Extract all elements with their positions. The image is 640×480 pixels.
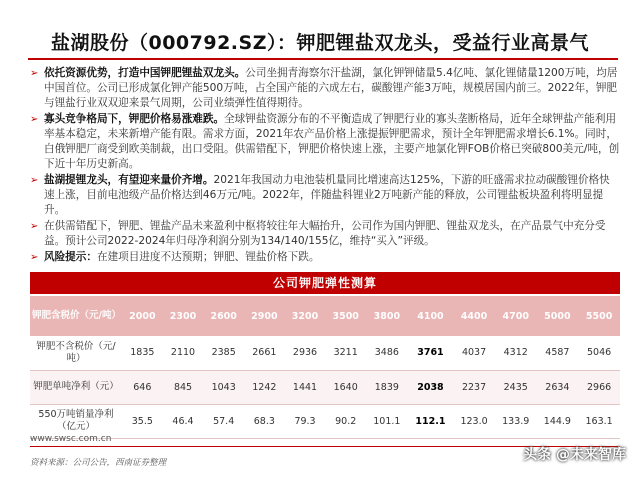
table-cell: 1640 <box>325 370 366 404</box>
table-cell: 46.4 <box>163 404 204 438</box>
table-cell: 3211 <box>325 336 366 370</box>
table-cell: 646 <box>122 370 163 404</box>
potash-elasticity-table <box>30 296 620 439</box>
row-label: 550万吨销量净利（亿元） <box>30 404 122 438</box>
table-cell: 2634 <box>537 370 579 404</box>
watermark <box>523 444 626 464</box>
table-cell: 4312 <box>495 336 537 370</box>
table-cell: 3761 <box>408 336 454 370</box>
header-cell: 4100 <box>408 296 454 336</box>
table-row <box>30 370 620 404</box>
row-label: 钾肥不含税价（元/吨） <box>30 336 122 370</box>
table-cell: 1043 <box>203 370 244 404</box>
bullet-text: 公司坐拥青海察尔汗盐湖，氯化钾钾储量5.4亿吨、氯化锂储量1200万吨，均居中国首位。公司已形成氯化钾产能500万吨，占全国产能的六成左右，碳酸锂产能3万吨，规模居国内前三。2022年，钾肥与锂盐行业双双迎来景气周期，公司业绩弹性值得期待。 <box>44 67 618 109</box>
bullet-item <box>30 66 620 111</box>
table-cell: 79.3 <box>285 404 326 438</box>
bullet-item <box>30 250 620 265</box>
table-title: 公司钾肥弹性测算 <box>30 272 620 294</box>
table-row <box>30 336 620 370</box>
header-row-label: 钾肥含税价（元/吨） <box>30 296 122 336</box>
table-cell: 2110 <box>163 336 204 370</box>
bullet-text: 在建项目进度不达预期；钾肥、锂盐价格下跌。 <box>96 251 320 263</box>
header-cell: 3500 <box>325 296 366 336</box>
table-cell: 2936 <box>285 336 326 370</box>
website-url: www.swsc.com.cn <box>30 434 112 444</box>
bullet-item <box>30 219 620 249</box>
row-label: 钾肥单吨净利（元） <box>30 370 122 404</box>
bullet-text: 全球钾盐资源分布的不平衡造成了钾肥行业的寡头垄断格局，近年全球钾盐产能利用率基本稳定，未来新增产能有限。需求方面，2021年农产品价格上涨提振钾肥需求，预计全年钾肥需求增长6.1%。同时，白俄钾肥厂商受到欧美制裁，出口受阻。供需错配下，钾肥价格快速上涨，主要产地氯化钾FOB价格已突破800美元/吨，创下近十年历史新高。 <box>44 113 620 170</box>
table-cell: 2385 <box>203 336 244 370</box>
table-cell: 90.2 <box>325 404 366 438</box>
table-cell: 57.4 <box>203 404 244 438</box>
bullet-text: 在供需错配下，钾肥、锂盐产品未来盈利中枢将较往年大幅抬升，公司作为国内钾肥、锂盐双龙头，在产品景气中充分受益。预计公司2022-2024年归母净利润分别为134/140/155亿，维持“买入”评级。 <box>44 220 606 247</box>
table-cell: 68.3 <box>244 404 285 438</box>
table-cell: 123.0 <box>453 404 495 438</box>
bullet-lead: 依托资源优势，打造中国钾肥锂盐双龙头。 <box>44 67 246 79</box>
table-cell: 2435 <box>495 370 537 404</box>
arrow-bullet-icon: ➢ <box>30 114 39 125</box>
table-cell: 2661 <box>244 336 285 370</box>
table-cell: 1835 <box>122 336 163 370</box>
watermark-text: 头条 @未来智库 <box>523 447 626 463</box>
table-cell: 1242 <box>244 370 285 404</box>
table-cell: 2038 <box>408 370 454 404</box>
table-cell: 4037 <box>453 336 495 370</box>
table-cell: 3486 <box>366 336 408 370</box>
table-cell: 1839 <box>366 370 408 404</box>
arrow-bullet-icon: ➢ <box>30 175 39 186</box>
table-cell: 35.5 <box>122 404 163 438</box>
table-cell: 5046 <box>578 336 620 370</box>
bullet-lead: 寡头竞争格局下，钾肥价格易涨难跌。 <box>44 113 225 125</box>
table-cell: 845 <box>163 370 204 404</box>
source-note: 资料来源：公司公告，西南证券整理 <box>30 458 167 468</box>
header-cell: 4700 <box>495 296 537 336</box>
arrow-bullet-icon: ➢ <box>30 221 39 232</box>
table-cell: 4587 <box>537 336 579 370</box>
header-cell: 2900 <box>244 296 285 336</box>
header-cell: 3200 <box>285 296 326 336</box>
table-row <box>30 404 620 438</box>
title-divider <box>28 58 618 60</box>
header-cell: 4400 <box>453 296 495 336</box>
table-cell: 101.1 <box>366 404 408 438</box>
header-cell: 2000 <box>122 296 163 336</box>
header-cell: 5000 <box>537 296 579 336</box>
table-cell: 133.9 <box>495 404 537 438</box>
header-cell: 2300 <box>163 296 204 336</box>
arrow-bullet-icon: ➢ <box>30 252 39 263</box>
table-cell: 144.9 <box>537 404 579 438</box>
page-title: 盐湖股份（000792.SZ）：钾肥锂盐双龙头，受益行业高景气 <box>50 32 589 54</box>
table-cell: 112.1 <box>408 404 454 438</box>
header-cell: 2600 <box>203 296 244 336</box>
bullet-lead: 盐湖提锂龙头，有望迎来量价齐增。 <box>44 174 214 186</box>
header-cell: 5500 <box>578 296 620 336</box>
table-cell: 163.1 <box>578 404 620 438</box>
table-header-row <box>30 296 620 336</box>
bullet-text: 2021年我国动力电池装机量同比增速高达125%，下游的旺盛需求拉动碳酸锂价格快速上涨，目前电池级产品价格达到46万元/吨。2022年，伴随盐科锂业2万吨新产能的释放，公司锂盐板块盈利将明显提升。 <box>44 174 610 216</box>
bullet-item <box>30 173 620 218</box>
table-cell: 1441 <box>285 370 326 404</box>
header-cell: 3800 <box>366 296 408 336</box>
table-cell: 2237 <box>453 370 495 404</box>
bullet-item <box>30 112 620 172</box>
bullet-lead: 风险提示： <box>44 251 97 263</box>
table-cell: 2966 <box>578 370 620 404</box>
arrow-bullet-icon: ➢ <box>30 68 39 79</box>
bullet-list <box>30 66 620 266</box>
